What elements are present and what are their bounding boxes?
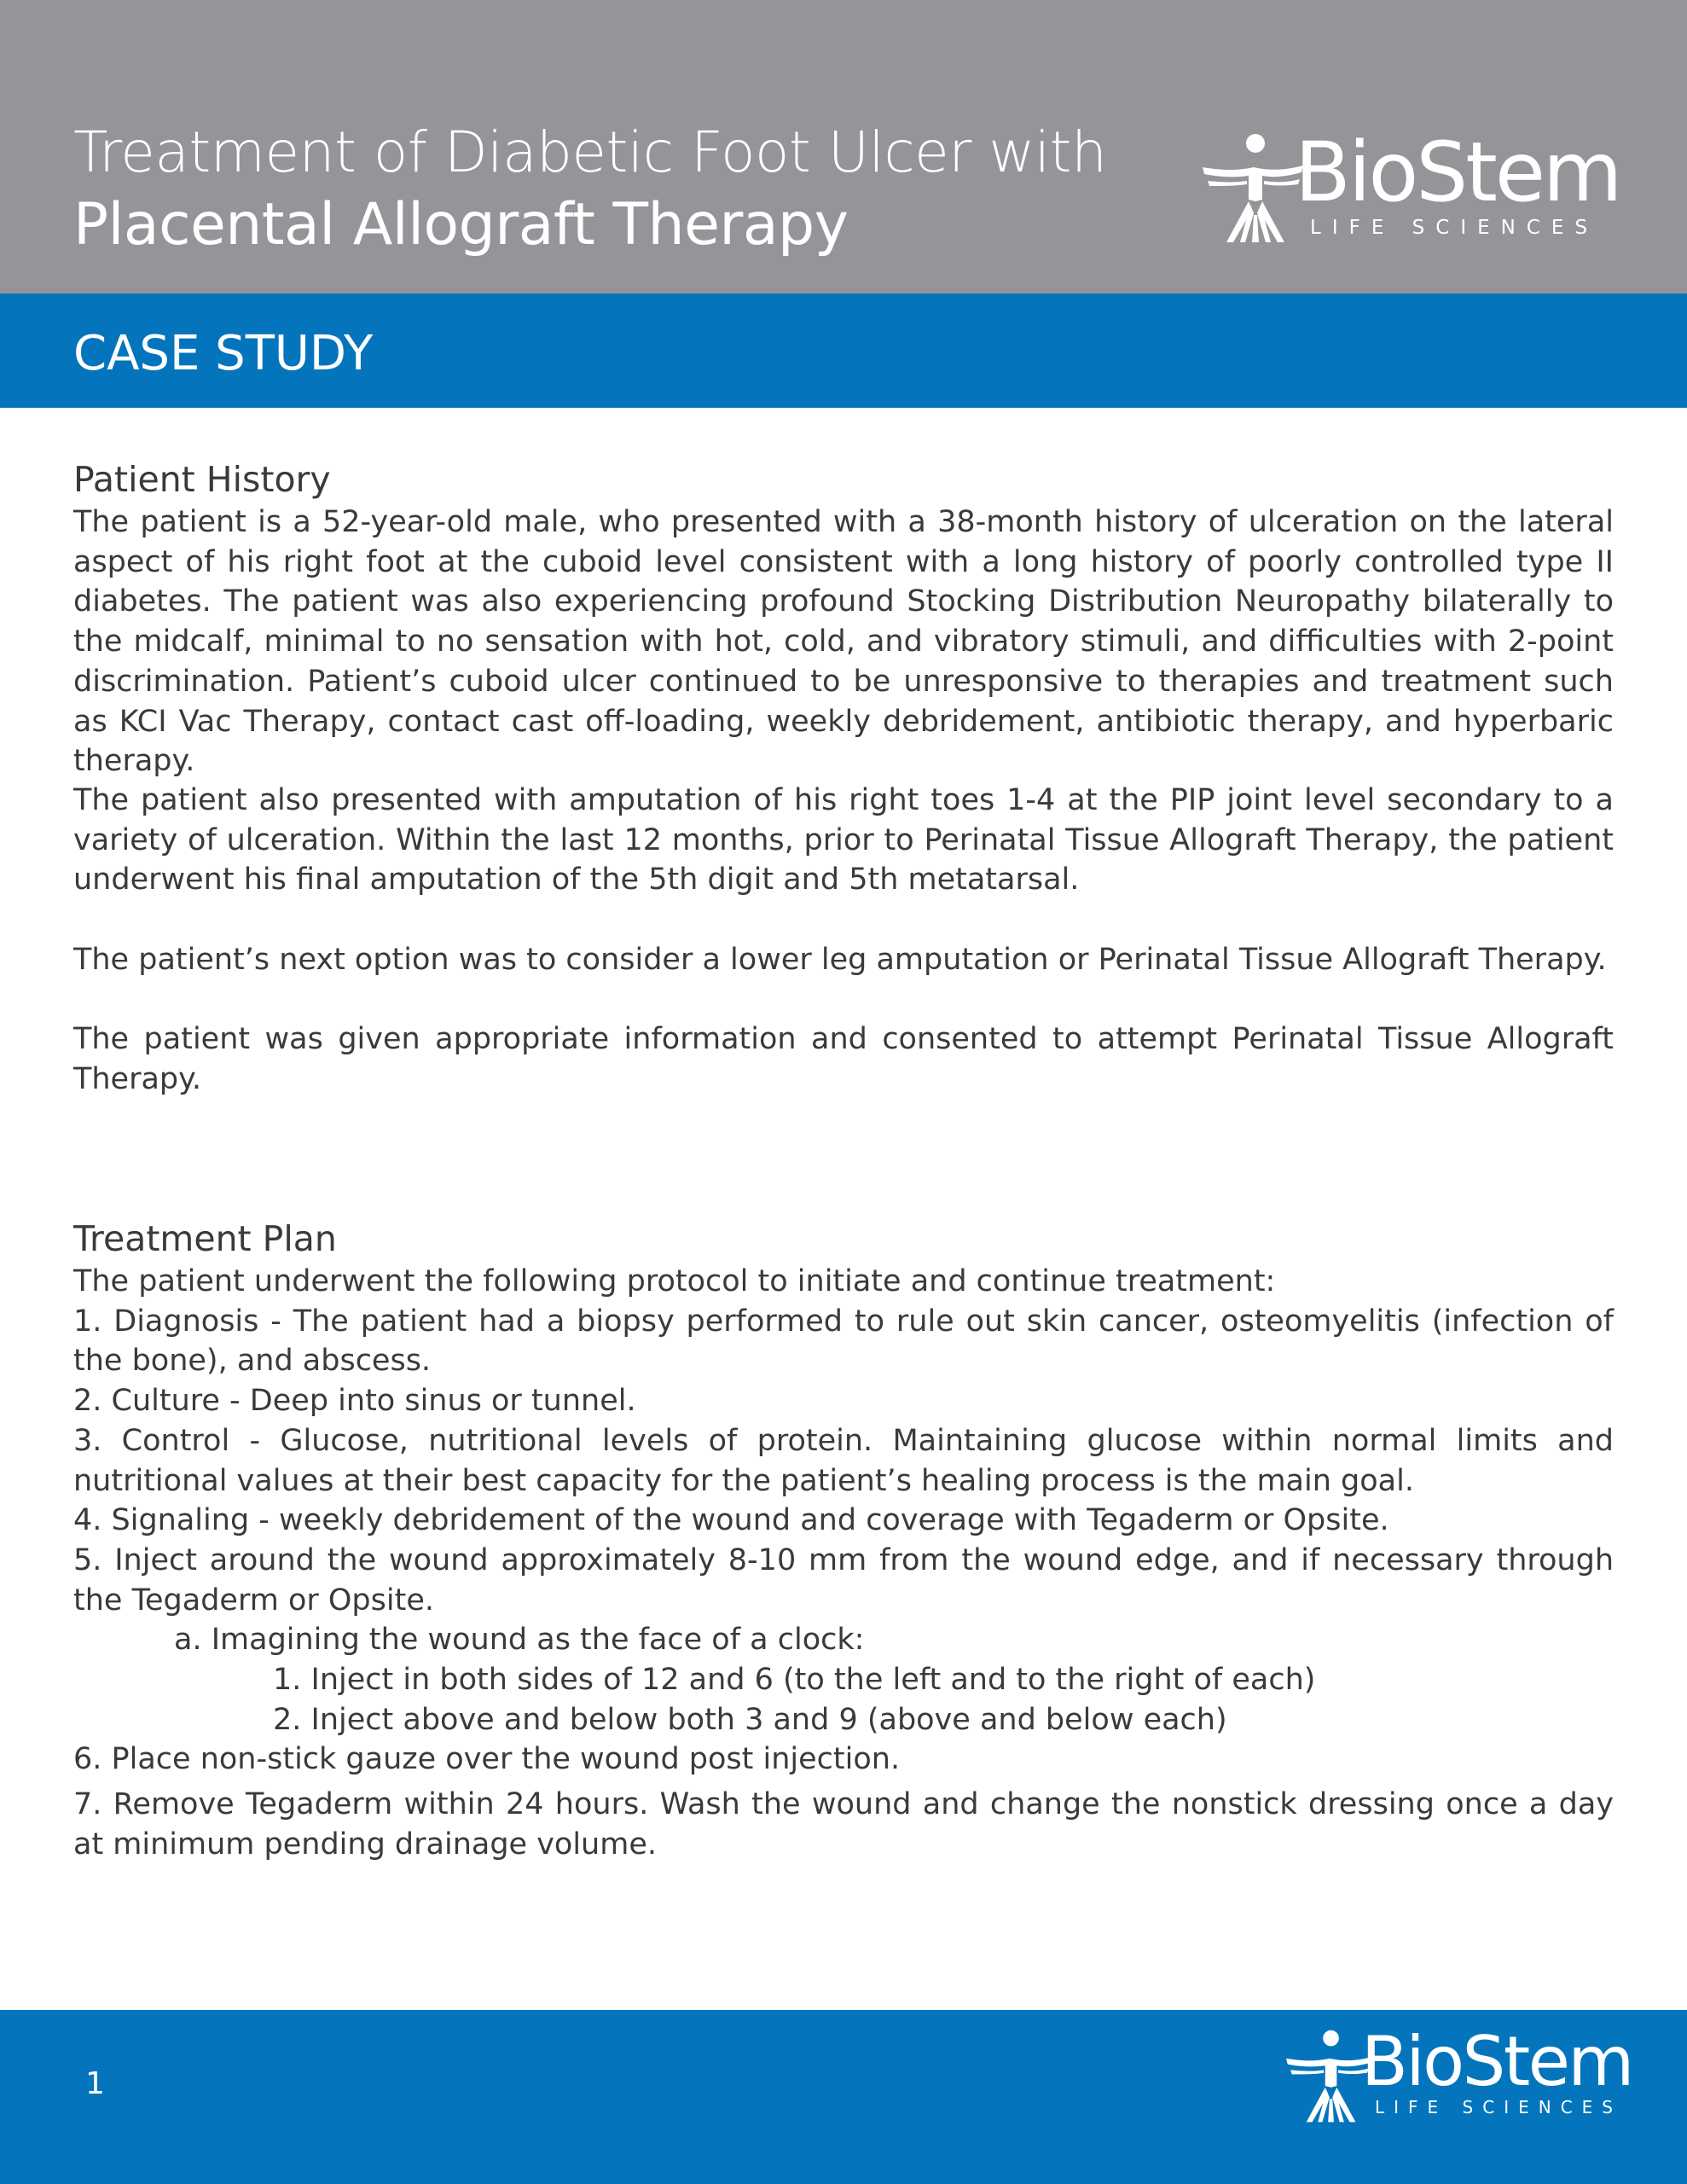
case-study-label: CASE STUDY (73, 326, 374, 381)
treatment-step: 5. Inject around the wound approximately 8-10 mm from the wound edge, and if necessary through the Tegaderm or Opsite. (73, 1542, 1614, 1618)
treatment-plan-list (73, 1262, 1614, 1865)
footer-logo (1286, 2022, 1632, 2136)
treatment-plan-heading: Treatment Plan (73, 1218, 337, 1259)
treatment-substep-item: 2. Inject above and below both 3 and 9 (above and below each) (273, 1702, 1227, 1737)
treatment-substep-item: 1. Inject in both sides of 12 and 6 (to the left and to the right of each) (273, 1663, 1316, 1698)
patient-history-paragraph: The patient was given appropriate information and consented to attempt Perinatal Tissue Allograft Therapy. (73, 1022, 1614, 1096)
treatment-step: 6. Place non-stick gauze over the wound post injection. (73, 1742, 901, 1777)
document-title-line-1: Treatment of Diabetic Foot Ulcer with (73, 119, 1107, 185)
treatment-step: 3. Control - Glucose, nutritional levels of protein. Maintaining glucose within normal limits and nutritional values at their best capacity for the patient’s healing process is the main goal. (73, 1423, 1614, 1498)
treatment-step: 7. Remove Tegaderm within 24 hours. Wash the wound and change the nonstick dressing once a day at minimum pending drainage volume. (73, 1787, 1614, 1862)
treatment-step: 2. Culture - Deep into sinus or tunnel. (73, 1384, 636, 1419)
treatment-step: 4. Signaling - weekly debridement of the wound and coverage with Tegaderm or Opsite. (73, 1503, 1389, 1538)
logo-subtitle: LIFE SCIENCES (1310, 217, 1599, 239)
treatment-substep: a. Imagining the wound as the face of a clock: (174, 1623, 865, 1658)
patient-history-paragraph: The patient is a 52-year-old male, who presented with a 38-month history of ulceration on the lateral aspect of his right foot at the cuboid level consistent with a long history of poorly controlled type II diabetes. The patient was also experiencing profound Stocking Distribution Neuropathy bilaterally to the midcalf, minimal to no sensation with hot, cold, and vibratory stimuli, and difficulties with 2-point discrimination. Patient’s cuboid ulcer continued to be unresponsive to therapies and treatment such as KCI Vac Therapy, contact cast off-loading, weekly debridement, antibiotic therapy, and hyperbaric therapy. (73, 505, 1614, 779)
page-number: 1 (85, 2066, 105, 2101)
document-title-line-2: Placental Allograft Therapy (73, 191, 849, 258)
treatment-step: 1. Diagnosis - The patient had a biopsy performed to rule out skin cancer, osteomyelitis (infection of the bone), and abscess. (73, 1304, 1614, 1379)
patient-history-paragraph: The patient’s next option was to consider a lower leg amputation or Perinatal Tissue Allograft Therapy. (73, 943, 1607, 977)
vitruvian-figure-icon (1203, 133, 1303, 244)
patient-history-paragraph: The patient also presented with amputation of his right toes 1-4 at the PIP joint level secondary to a variety of ulceration. Within the last 12 months, prior to Perinatal Tissue Allograft Therapy, the patient underwent his final amputation of the 5th digit and 5th metatarsal. (73, 783, 1614, 897)
logo-subtitle: LIFE SCIENCES (1375, 2097, 1622, 2117)
vitruvian-figure-icon (1286, 2029, 1371, 2124)
treatment-plan-intro: The patient underwent the following protocol to initiate and continue treatment: (73, 1264, 1276, 1298)
logo-wordmark: BioStem (1295, 125, 1620, 220)
patient-history-heading: Patient History (73, 459, 331, 500)
logo-wordmark: BioStem (1361, 2022, 1632, 2101)
header-logo (1203, 125, 1620, 256)
